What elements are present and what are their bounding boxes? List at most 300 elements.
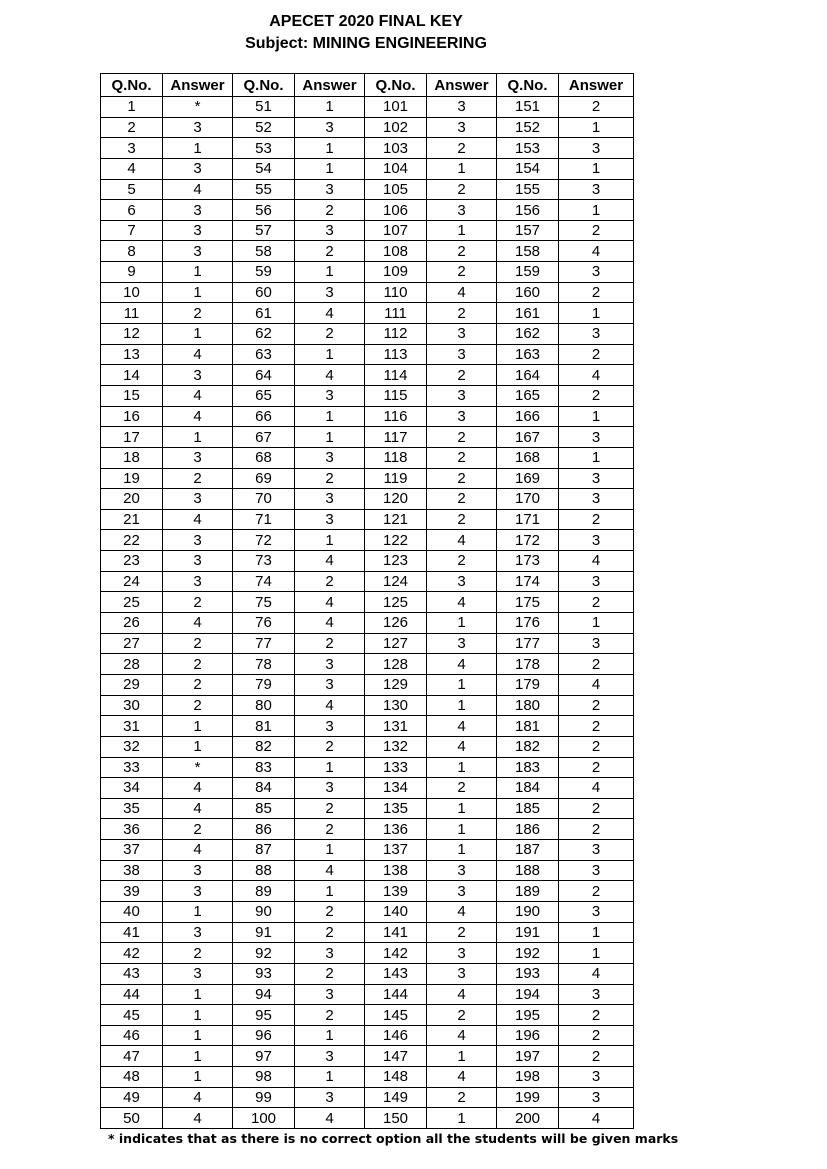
question-number-cell: 62 xyxy=(233,324,295,345)
question-number-cell: 95 xyxy=(233,1005,295,1026)
question-number-cell: 41 xyxy=(101,922,163,943)
question-number-cell: 43 xyxy=(101,963,163,984)
answer-cell: 1 xyxy=(163,984,233,1005)
table-row xyxy=(101,447,634,468)
question-number-cell: 146 xyxy=(365,1025,427,1046)
question-number-cell: 133 xyxy=(365,757,427,778)
question-number-cell: 142 xyxy=(365,943,427,964)
question-number-cell: 67 xyxy=(233,427,295,448)
answer-cell: 2 xyxy=(559,97,634,118)
answer-cell: 3 xyxy=(295,447,365,468)
answer-cell: 3 xyxy=(163,530,233,551)
answer-cell: 3 xyxy=(163,963,233,984)
question-number-cell: 8 xyxy=(101,241,163,262)
question-number-cell: 7 xyxy=(101,220,163,241)
question-number-cell: 37 xyxy=(101,840,163,861)
answer-cell: 4 xyxy=(559,778,634,799)
answer-cell: 2 xyxy=(559,385,634,406)
question-number-cell: 112 xyxy=(365,324,427,345)
footnote: * indicates that as there is no correct option all the students will be given marks xyxy=(108,1131,679,1146)
answer-cell: 1 xyxy=(559,158,634,179)
answer-cell: 4 xyxy=(427,1067,497,1088)
answer-cell: 4 xyxy=(295,303,365,324)
question-number-cell: 66 xyxy=(233,406,295,427)
answer-cell: 3 xyxy=(427,943,497,964)
table-row xyxy=(101,819,634,840)
question-number-cell: 61 xyxy=(233,303,295,324)
answer-cell: 1 xyxy=(559,943,634,964)
answer-cell: 1 xyxy=(163,1046,233,1067)
answer-cell: 1 xyxy=(427,757,497,778)
answer-cell: 4 xyxy=(427,1025,497,1046)
question-number-cell: 134 xyxy=(365,778,427,799)
question-number-cell: 1 xyxy=(101,97,163,118)
column-header-answer: Answer xyxy=(559,74,634,97)
question-number-cell: 103 xyxy=(365,138,427,159)
question-number-cell: 71 xyxy=(233,509,295,530)
table-row xyxy=(101,365,634,386)
table-row xyxy=(101,592,634,613)
table-row xyxy=(101,613,634,634)
question-number-cell: 187 xyxy=(497,840,559,861)
question-number-cell: 143 xyxy=(365,963,427,984)
question-number-cell: 51 xyxy=(233,97,295,118)
column-header-answer: Answer xyxy=(163,74,233,97)
question-number-cell: 165 xyxy=(497,385,559,406)
answer-cell: 2 xyxy=(559,757,634,778)
answer-cell: 2 xyxy=(427,427,497,448)
answer-cell: 3 xyxy=(427,324,497,345)
question-number-cell: 70 xyxy=(233,489,295,510)
answer-cell: 4 xyxy=(427,736,497,757)
question-number-cell: 36 xyxy=(101,819,163,840)
answer-cell: 3 xyxy=(295,716,365,737)
answer-cell: 1 xyxy=(559,117,634,138)
answer-cell: 4 xyxy=(295,860,365,881)
answer-cell: 2 xyxy=(163,674,233,695)
question-number-cell: 12 xyxy=(101,324,163,345)
answer-cell: 2 xyxy=(295,200,365,221)
question-number-cell: 144 xyxy=(365,984,427,1005)
question-number-cell: 197 xyxy=(497,1046,559,1067)
answer-cell: 2 xyxy=(559,1046,634,1067)
question-number-cell: 105 xyxy=(365,179,427,200)
table-row xyxy=(101,778,634,799)
answer-cell: 1 xyxy=(559,613,634,634)
question-number-cell: 147 xyxy=(365,1046,427,1067)
question-number-cell: 65 xyxy=(233,385,295,406)
answer-cell: 2 xyxy=(295,241,365,262)
question-number-cell: 60 xyxy=(233,282,295,303)
answer-cell: 1 xyxy=(163,138,233,159)
question-number-cell: 14 xyxy=(101,365,163,386)
answer-cell: 1 xyxy=(427,220,497,241)
answer-cell: 3 xyxy=(163,489,233,510)
answer-cell: 2 xyxy=(427,303,497,324)
question-number-cell: 131 xyxy=(365,716,427,737)
answer-cell: 1 xyxy=(163,324,233,345)
question-number-cell: 118 xyxy=(365,447,427,468)
answer-cell: 4 xyxy=(295,613,365,634)
answer-cell: 2 xyxy=(427,468,497,489)
answer-cell: * xyxy=(163,757,233,778)
question-number-cell: 97 xyxy=(233,1046,295,1067)
answer-cell: 2 xyxy=(427,365,497,386)
column-header-answer: Answer xyxy=(427,74,497,97)
question-number-cell: 115 xyxy=(365,385,427,406)
question-number-cell: 72 xyxy=(233,530,295,551)
question-number-cell: 155 xyxy=(497,179,559,200)
question-number-cell: 168 xyxy=(497,447,559,468)
answer-cell: 1 xyxy=(295,262,365,283)
answer-cell: 2 xyxy=(163,633,233,654)
table-row xyxy=(101,1108,634,1129)
answer-cell: 3 xyxy=(559,1087,634,1108)
question-number-cell: 153 xyxy=(497,138,559,159)
question-number-cell: 176 xyxy=(497,613,559,634)
question-number-cell: 31 xyxy=(101,716,163,737)
table-row xyxy=(101,117,634,138)
question-number-cell: 117 xyxy=(365,427,427,448)
answer-cell: 1 xyxy=(163,262,233,283)
question-number-cell: 129 xyxy=(365,674,427,695)
answer-cell: 4 xyxy=(559,241,634,262)
question-number-cell: 89 xyxy=(233,881,295,902)
answer-cell: 3 xyxy=(163,860,233,881)
answer-cell: 1 xyxy=(427,1108,497,1129)
answer-cell: 2 xyxy=(427,1005,497,1026)
page-title: APECET 2020 FINAL KEY xyxy=(269,13,463,30)
question-number-cell: 93 xyxy=(233,963,295,984)
question-number-cell: 59 xyxy=(233,262,295,283)
answer-cell: 4 xyxy=(427,530,497,551)
question-number-cell: 119 xyxy=(365,468,427,489)
answer-cell: 2 xyxy=(427,489,497,510)
table-row xyxy=(101,736,634,757)
question-number-cell: 186 xyxy=(497,819,559,840)
answer-cell: 1 xyxy=(295,406,365,427)
answer-cell: 2 xyxy=(559,1005,634,1026)
answer-cell: 3 xyxy=(559,860,634,881)
question-number-cell: 35 xyxy=(101,798,163,819)
answer-cell: 3 xyxy=(559,901,634,922)
answer-cell: 2 xyxy=(163,943,233,964)
table-row xyxy=(101,509,634,530)
question-number-cell: 167 xyxy=(497,427,559,448)
answer-cell: 4 xyxy=(163,1087,233,1108)
answer-cell: 1 xyxy=(427,798,497,819)
table-row xyxy=(101,984,634,1005)
answer-cell: 1 xyxy=(163,282,233,303)
question-number-cell: 111 xyxy=(365,303,427,324)
question-number-cell: 192 xyxy=(497,943,559,964)
question-number-cell: 152 xyxy=(497,117,559,138)
answer-cell: 4 xyxy=(163,406,233,427)
question-number-cell: 106 xyxy=(365,200,427,221)
question-number-cell: 83 xyxy=(233,757,295,778)
answer-cell: 3 xyxy=(559,138,634,159)
answer-cell: 3 xyxy=(559,324,634,345)
table-row xyxy=(101,654,634,675)
question-number-cell: 64 xyxy=(233,365,295,386)
answer-cell: 4 xyxy=(163,840,233,861)
question-number-cell: 80 xyxy=(233,695,295,716)
question-number-cell: 23 xyxy=(101,551,163,572)
question-number-cell: 26 xyxy=(101,613,163,634)
answer-cell: 1 xyxy=(295,840,365,861)
answer-cell: 1 xyxy=(427,158,497,179)
question-number-cell: 3 xyxy=(101,138,163,159)
question-number-cell: 34 xyxy=(101,778,163,799)
question-number-cell: 180 xyxy=(497,695,559,716)
question-number-cell: 15 xyxy=(101,385,163,406)
answer-cell: 4 xyxy=(163,1108,233,1129)
question-number-cell: 39 xyxy=(101,881,163,902)
answer-cell: 4 xyxy=(427,716,497,737)
question-number-cell: 128 xyxy=(365,654,427,675)
question-number-cell: 102 xyxy=(365,117,427,138)
question-number-cell: 78 xyxy=(233,654,295,675)
answer-cell: 3 xyxy=(163,158,233,179)
table-row xyxy=(101,138,634,159)
table-row xyxy=(101,840,634,861)
question-number-cell: 175 xyxy=(497,592,559,613)
answer-cell: 4 xyxy=(163,385,233,406)
table-row xyxy=(101,695,634,716)
question-number-cell: 161 xyxy=(497,303,559,324)
answer-cell: 1 xyxy=(295,158,365,179)
table-body xyxy=(101,97,634,1129)
answer-cell: 2 xyxy=(295,1005,365,1026)
answer-cell: 3 xyxy=(163,447,233,468)
answer-cell: 1 xyxy=(559,447,634,468)
question-number-cell: 184 xyxy=(497,778,559,799)
answer-cell: 3 xyxy=(559,984,634,1005)
table-row xyxy=(101,344,634,365)
question-number-cell: 121 xyxy=(365,509,427,530)
answer-cell: 3 xyxy=(295,282,365,303)
question-number-cell: 170 xyxy=(497,489,559,510)
answer-cell: 4 xyxy=(163,179,233,200)
answer-cell: 2 xyxy=(559,344,634,365)
answer-cell: 3 xyxy=(295,179,365,200)
question-number-cell: 13 xyxy=(101,344,163,365)
question-number-cell: 92 xyxy=(233,943,295,964)
table-row xyxy=(101,860,634,881)
answer-cell: 3 xyxy=(295,489,365,510)
answer-cell: 2 xyxy=(559,716,634,737)
answer-cell: 2 xyxy=(427,1087,497,1108)
answer-cell: 4 xyxy=(427,654,497,675)
answer-cell: 4 xyxy=(559,963,634,984)
answer-cell: 4 xyxy=(427,282,497,303)
answer-cell: 1 xyxy=(163,1005,233,1026)
question-number-cell: 21 xyxy=(101,509,163,530)
question-number-cell: 68 xyxy=(233,447,295,468)
answer-cell: 3 xyxy=(427,963,497,984)
question-number-cell: 173 xyxy=(497,551,559,572)
answer-cell: 4 xyxy=(163,344,233,365)
answer-cell: 3 xyxy=(559,427,634,448)
answer-cell: 3 xyxy=(427,344,497,365)
question-number-cell: 163 xyxy=(497,344,559,365)
table-row xyxy=(101,1067,634,1088)
answer-cell: 3 xyxy=(163,881,233,902)
question-number-cell: 109 xyxy=(365,262,427,283)
question-number-cell: 46 xyxy=(101,1025,163,1046)
table-row xyxy=(101,303,634,324)
answer-cell: 4 xyxy=(427,901,497,922)
answer-cell: 4 xyxy=(295,695,365,716)
table-row xyxy=(101,158,634,179)
question-number-cell: 148 xyxy=(365,1067,427,1088)
question-number-cell: 56 xyxy=(233,200,295,221)
question-number-cell: 150 xyxy=(365,1108,427,1129)
question-number-cell: 76 xyxy=(233,613,295,634)
table-row xyxy=(101,943,634,964)
table-row xyxy=(101,241,634,262)
answer-cell: 2 xyxy=(559,654,634,675)
answer-cell: 3 xyxy=(163,117,233,138)
answer-cell: 3 xyxy=(427,385,497,406)
table-row xyxy=(101,757,634,778)
column-header-answer: Answer xyxy=(295,74,365,97)
question-number-cell: 87 xyxy=(233,840,295,861)
answer-cell: 2 xyxy=(427,241,497,262)
question-number-cell: 108 xyxy=(365,241,427,262)
question-number-cell: 137 xyxy=(365,840,427,861)
question-number-cell: 101 xyxy=(365,97,427,118)
table-row xyxy=(101,385,634,406)
question-number-cell: 140 xyxy=(365,901,427,922)
question-number-cell: 120 xyxy=(365,489,427,510)
answer-cell: 4 xyxy=(427,984,497,1005)
table-header-row xyxy=(101,74,634,97)
answer-cell: 3 xyxy=(427,860,497,881)
answer-cell: 4 xyxy=(295,592,365,613)
answer-cell: 3 xyxy=(427,97,497,118)
question-number-cell: 127 xyxy=(365,633,427,654)
question-number-cell: 81 xyxy=(233,716,295,737)
answer-cell: 3 xyxy=(559,489,634,510)
question-number-cell: 88 xyxy=(233,860,295,881)
table-row xyxy=(101,282,634,303)
question-number-cell: 85 xyxy=(233,798,295,819)
answer-cell: 3 xyxy=(295,220,365,241)
question-number-cell: 20 xyxy=(101,489,163,510)
answer-cell: 1 xyxy=(427,613,497,634)
table-row xyxy=(101,97,634,118)
answer-cell: 3 xyxy=(295,674,365,695)
answer-cell: 2 xyxy=(427,262,497,283)
question-number-cell: 179 xyxy=(497,674,559,695)
answer-cell: 1 xyxy=(295,757,365,778)
question-number-cell: 25 xyxy=(101,592,163,613)
answer-cell: 2 xyxy=(163,654,233,675)
question-number-cell: 126 xyxy=(365,613,427,634)
question-number-cell: 5 xyxy=(101,179,163,200)
question-number-cell: 77 xyxy=(233,633,295,654)
question-number-cell: 193 xyxy=(497,963,559,984)
question-number-cell: 42 xyxy=(101,943,163,964)
question-number-cell: 100 xyxy=(233,1108,295,1129)
question-number-cell: 172 xyxy=(497,530,559,551)
answer-cell: 4 xyxy=(559,674,634,695)
question-number-cell: 136 xyxy=(365,819,427,840)
question-number-cell: 171 xyxy=(497,509,559,530)
answer-cell: 2 xyxy=(559,282,634,303)
table-row xyxy=(101,262,634,283)
question-number-cell: 40 xyxy=(101,901,163,922)
question-number-cell: 63 xyxy=(233,344,295,365)
question-number-cell: 107 xyxy=(365,220,427,241)
question-number-cell: 113 xyxy=(365,344,427,365)
table-row xyxy=(101,427,634,448)
question-number-cell: 44 xyxy=(101,984,163,1005)
answer-cell: 2 xyxy=(295,798,365,819)
answer-cell: 1 xyxy=(163,1067,233,1088)
answer-cell: 2 xyxy=(427,551,497,572)
answer-cell: 4 xyxy=(559,365,634,386)
answer-cell: 3 xyxy=(559,468,634,489)
table-row xyxy=(101,324,634,345)
question-number-cell: 38 xyxy=(101,860,163,881)
question-number-cell: 94 xyxy=(233,984,295,1005)
question-number-cell: 181 xyxy=(497,716,559,737)
answer-cell: 3 xyxy=(295,1087,365,1108)
answer-cell: 2 xyxy=(427,447,497,468)
column-header-qno: Q.No. xyxy=(101,74,163,97)
answer-cell: 1 xyxy=(295,881,365,902)
answer-cell: 3 xyxy=(163,571,233,592)
answer-cell: 2 xyxy=(559,736,634,757)
question-number-cell: 53 xyxy=(233,138,295,159)
answer-cell: 4 xyxy=(163,509,233,530)
question-number-cell: 50 xyxy=(101,1108,163,1129)
question-number-cell: 125 xyxy=(365,592,427,613)
answer-cell: 1 xyxy=(559,303,634,324)
answer-cell: 1 xyxy=(559,200,634,221)
question-number-cell: 52 xyxy=(233,117,295,138)
question-number-cell: 33 xyxy=(101,757,163,778)
question-number-cell: 169 xyxy=(497,468,559,489)
table-row xyxy=(101,901,634,922)
column-header-qno: Q.No. xyxy=(497,74,559,97)
question-number-cell: 58 xyxy=(233,241,295,262)
answer-cell: 3 xyxy=(295,654,365,675)
answer-cell: 2 xyxy=(427,509,497,530)
answer-cell: 1 xyxy=(427,840,497,861)
answer-cell: 1 xyxy=(295,427,365,448)
answer-cell: 4 xyxy=(427,592,497,613)
answer-cell: 3 xyxy=(163,922,233,943)
answer-cell: 1 xyxy=(163,427,233,448)
answer-cell: 1 xyxy=(295,530,365,551)
table-row xyxy=(101,468,634,489)
answer-cell: 3 xyxy=(559,530,634,551)
question-number-cell: 28 xyxy=(101,654,163,675)
answer-cell: 2 xyxy=(295,736,365,757)
table-row xyxy=(101,551,634,572)
answer-cell: 2 xyxy=(163,819,233,840)
question-number-cell: 151 xyxy=(497,97,559,118)
answer-cell: 1 xyxy=(295,97,365,118)
answer-cell: 2 xyxy=(427,179,497,200)
answer-cell: 4 xyxy=(295,365,365,386)
table-row xyxy=(101,963,634,984)
answer-cell: 3 xyxy=(559,262,634,283)
column-header-qno: Q.No. xyxy=(365,74,427,97)
